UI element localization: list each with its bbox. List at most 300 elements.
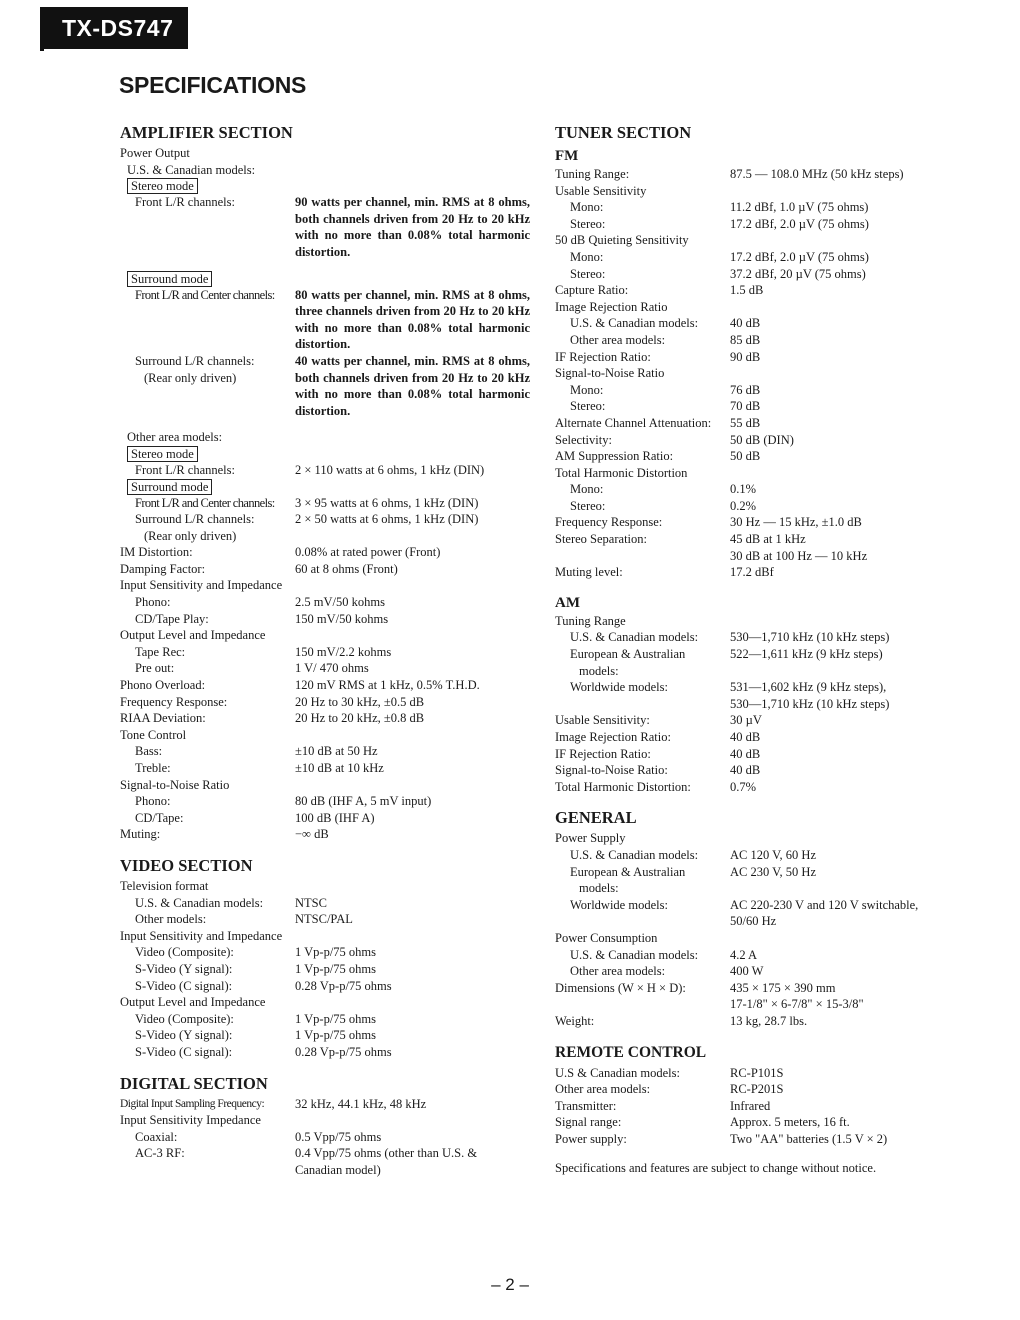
spec-label: Treble: [135,761,171,775]
spec-label: Tone Control [120,727,187,742]
spec-row [555,531,955,548]
spec-label: 50 dB Quieting Sensitivity [555,233,689,248]
spec-value: 17.2 dBf, 2.0 µV (75 ohms) [730,249,869,264]
spec-row [120,777,530,794]
spec-label: U.S. & Canadian models: [127,162,256,177]
spec-label: Signal-to-Noise Ratio [120,777,230,792]
spec-label: Phono: [135,794,171,809]
spec-value: 531—1,602 kHz (9 kHz steps), [730,680,887,695]
surround-mode-box: Surround mode [127,479,212,495]
spec-row [120,1112,530,1129]
spec-label: U.S. & Canadian models: [570,316,699,331]
spec-label: Muting: [120,827,161,842]
spec-label: Signal-to-Noise Ratio [555,366,665,381]
spec-value: 45 dB at 1 kHz [730,532,806,547]
spec-label: Other area models: [570,332,666,347]
spec-row [555,729,955,746]
spec-label: Usable Sensitivity [555,183,647,198]
spec-value: 530—1,710 kHz (10 kHz steps) [730,630,890,645]
spec-row [555,913,955,930]
spec-row [120,1044,530,1061]
spec-row [555,1114,955,1131]
spec-value: 80 watts per channel, min. RMS at 8 ohms, three channels driven from 20 Hz to 20 kHz with no more than 0.08% total harmonic distortion. [295,287,530,352]
spec-row [555,762,955,779]
general-section-title: GENERAL [555,808,637,828]
spec-label: Muting level: [555,565,623,580]
spec-row [555,349,955,366]
spec-label: Worldwide models: [570,680,668,695]
stereo-mode-box: Stereo mode [127,178,198,194]
spec-value: 30 dB at 100 Hz — 10 kHz [730,548,868,563]
spec-row [120,1011,530,1028]
spec-label: Total Harmonic Distortion [555,465,688,480]
spec-label: Output Level and Impedance [120,628,266,643]
spec-label: Stereo: [570,498,606,513]
spec-value: 17.2 dBf [730,565,774,580]
spec-row [120,594,530,611]
spec-row [555,315,955,332]
spec-label: Input Sensitivity and Impedance [120,928,283,943]
spec-row [120,1027,530,1044]
spec-row [120,694,530,711]
page-title: SPECIFICATIONS [119,72,307,98]
spec-label: Front L/R channels: [135,462,235,477]
spec-label: Image Rejection Ratio: [555,730,671,744]
spec-label: models: [579,881,619,896]
spec-value: 20 Hz to 30 kHz, ±0.5 dB [295,694,425,709]
right-column [555,116,955,1176]
spec-label: Pre out: [135,661,175,676]
spec-label: European & Australian [570,864,686,879]
spec-value: 17.2 dBf, 2.0 µV (75 ohms) [730,216,869,231]
spec-row [555,1081,955,1098]
spec-row [120,895,530,912]
spec-value: NTSC [295,895,327,910]
spec-label: Frequency Response: [555,515,663,530]
spec-label: U.S. & Canadian models: [570,630,699,645]
spacer [120,261,530,271]
surround-mode-box: Surround mode [127,271,212,287]
spec-label: (Rear only driven) [144,370,237,385]
spec-label [555,548,730,565]
spec-label [555,996,730,1013]
spec-label: Input Sensitivity Impedance [120,1113,261,1128]
spec-value [295,994,530,1011]
spec-row [555,646,955,663]
spec-row [120,287,530,353]
spec-value [295,777,530,794]
spec-value: 100 dB (IHF A) [295,810,375,825]
spec-value: 30 Hz — 15 kHz, ±1.0 dB [730,515,862,530]
spec-row [120,528,530,545]
spec-label: Front L/R and Center channels: [135,287,275,302]
model-tab-tail [40,49,44,51]
spec-row [120,446,530,462]
spec-row [555,398,955,415]
spec-label: S-Video (C signal): [135,978,233,993]
spec-value: 530—1,710 kHz (10 kHz steps) [730,696,890,711]
fm-rows [555,166,955,581]
spec-label: Surround L/R channels: [135,353,255,368]
spec-label: Power Supply [555,831,626,846]
amplifier-rows [120,544,530,843]
spec-row [555,696,955,713]
spec-value: 90 watts per channel, min. RMS at 8 ohms, both channels driven from 20 Hz to 20 kHz with no more than 0.08% total harmonic distortion. [295,195,530,259]
spec-label: CD/Tape: [135,810,184,825]
digital-section-title: DIGITAL SECTION [120,1073,268,1093]
spec-row [555,880,955,897]
spec-label: Transmitter: [555,1098,617,1113]
spec-value [730,183,955,200]
spec-label: Phono Overload: [120,678,206,693]
spec-row [555,332,955,349]
spec-value: 1.5 dB [730,283,764,298]
spec-row [120,561,530,578]
spec-row [120,760,530,777]
spec-value: 40 dB [730,316,761,331]
spec-row [120,911,530,928]
spacer [120,419,530,429]
spec-row [120,162,530,179]
spec-value: 70 dB [730,399,761,414]
spec-row [120,194,530,260]
spec-value: Approx. 5 meters, 16 ft. [730,1115,850,1130]
spec-value: 76 dB [730,382,761,397]
spec-value: 50 dB [730,449,761,464]
spec-value: 0.28 Vp-p/75 ohms [295,978,392,993]
spec-label: AM Suppression Ratio: [555,449,674,464]
spec-value: ±10 dB at 10 kHz [295,761,384,775]
spec-label [555,696,730,713]
spec-row [555,216,955,233]
spec-value: 11.2 dBf, 1.0 µV (75 ohms) [730,200,869,215]
spec-row [555,980,955,997]
spec-row [120,994,530,1011]
spec-row [555,448,955,465]
spec-value: 522—1,611 kHz (9 kHz steps) [730,647,883,662]
spec-value: 2.5 mV/50 kohms [295,595,385,610]
general-rows [555,830,955,1029]
notice-text: Specifications and features are subject to change without notice. [555,1161,877,1176]
spec-row [120,429,530,446]
spec-row [555,199,955,216]
spec-value: 55 dB [730,415,761,430]
spec-value: 87.5 — 108.0 MHz (50 kHz steps) [730,167,904,181]
spec-value: AC 120 V, 60 Hz [730,847,817,862]
spec-label-group [135,353,295,419]
spec-value: 0.5 Vpp/75 ohms [295,1129,382,1144]
spec-label: Front L/R and Center channels: [135,495,275,510]
spec-value: Two "AA" batteries (1.5 V × 2) [730,1131,888,1146]
spec-label: CD/Tape Play: [135,611,209,626]
spec-label: Usable Sensitivity: [555,713,650,728]
spec-value [295,878,530,895]
am-rows [555,613,955,796]
spec-row [120,677,530,694]
spec-value: RC-P101S [730,1065,784,1080]
spec-label: Power Consumption [555,930,658,945]
spec-row [555,365,955,382]
spec-row [555,847,955,864]
spec-value: 0.28 Vp-p/75 ohms [295,1044,392,1059]
spec-row [555,629,955,646]
spec-row [555,183,955,200]
spec-row [555,514,955,531]
spec-label: Front L/R channels: [135,195,235,210]
spec-row [555,1065,955,1082]
spec-value: 80 dB (IHF A, 5 mV input) [295,794,432,809]
spec-label: Video (Composite): [135,1011,234,1026]
spec-row [120,978,530,995]
spec-value: 1 Vp-p/75 ohms [295,945,377,960]
spec-label: Input Sensitivity and Impedance [120,578,283,593]
spec-row [555,712,955,729]
spec-label: Mono: [570,382,604,397]
spec-label: IM Distortion: [120,545,193,560]
spec-label: (Rear only driven) [144,528,237,543]
spec-row [120,810,530,827]
spec-value [730,880,955,897]
spec-row [555,1131,955,1148]
spec-label: Power Output [120,146,190,160]
spec-label: Other area models: [555,1082,651,1097]
spec-value: 120 mV RMS at 1 kHz, 0.5% T.H.D. [295,678,480,693]
spec-value: 60 at 8 ohms (Front) [295,561,398,576]
spec-value: 4.2 A [730,947,758,962]
spec-row [555,415,955,432]
spec-row [555,465,955,482]
spec-value: 150 mV/2.2 kohms [295,644,392,659]
spec-row [120,1096,530,1113]
spec-row [120,353,530,419]
spec-label: Digital Input Sampling Frequency: [120,1097,265,1110]
spec-label: Tuning Range [555,613,626,628]
spec-row [120,793,530,810]
spec-label: Stereo: [570,399,606,414]
fm-subtitle: FM [555,148,579,164]
spec-label: RIAA Deviation: [120,711,206,726]
spec-value [730,465,955,482]
spec-value [730,663,955,680]
spec-row [120,462,530,479]
model-tab: TX-DS747 [40,7,188,49]
spec-value: 1 V/ 470 ohms [295,661,369,676]
spec-row [120,577,530,594]
spec-row [555,299,955,316]
spec-row [555,481,955,498]
spec-label: Selectivity: [555,432,612,447]
spec-label: U.S & Canadian models: [555,1065,680,1080]
spec-label: Frequency Response: [120,694,228,709]
spec-value: AC 230 V, 50 Hz [730,864,817,879]
spec-row [555,1098,955,1115]
spec-value: −∞ dB [295,827,329,842]
spec-value [730,365,955,382]
spec-label: Other area models: [570,964,666,979]
spec-value: NTSC/PAL [295,912,353,927]
spec-row [555,564,955,581]
spec-value [730,232,955,249]
spec-label: models: [579,663,619,678]
spec-row [555,282,955,299]
spec-row [120,1145,530,1178]
spec-value: 40 watts per channel, min. RMS at 8 ohms, both channels driven from 20 Hz to 20 kHz with no more than 0.08% total harmonic distortion. [295,353,530,418]
spec-value [730,930,955,947]
left-column [120,116,530,1178]
spec-row [120,660,530,677]
spec-value: Infrared [730,1098,771,1113]
spec-row [555,1013,955,1030]
spec-row [120,878,530,895]
spec-label: Total Harmonic Distortion: [555,779,691,794]
spec-value [295,627,530,644]
spec-value: RC-P201S [730,1082,784,1097]
spec-label: Image Rejection Ratio [555,299,668,314]
spec-value [295,928,530,945]
spec-row [555,779,955,796]
spec-row [555,166,955,183]
spec-label: Dimensions (W × H × D): [555,980,686,995]
spec-value [730,299,955,316]
spec-row [555,746,955,763]
spec-value [295,727,530,744]
spec-row [555,266,955,283]
spec-label: IF Rejection Ratio: [555,746,651,761]
spec-value: 85 dB [730,332,761,347]
spec-row [555,963,955,980]
spec-value: 2 × 50 watts at 6 ohms, 1 kHz (DIN) [295,512,479,527]
spec-label: Phono: [135,595,171,610]
spec-row [555,996,955,1013]
video-rows [120,878,530,1061]
spec-row [555,548,955,565]
spec-row [120,826,530,843]
spec-value: 32 kHz, 44.1 kHz, 48 kHz [295,1096,427,1111]
spec-row [120,479,530,495]
spec-value: 40 dB [730,746,761,761]
spec-label: S-Video (Y signal): [135,1028,233,1043]
spec-row [120,961,530,978]
spec-row [120,710,530,727]
amplifier-section-title: AMPLIFIER SECTION [120,123,293,142]
remote-rows [555,1065,955,1148]
spec-label: Mono: [570,249,604,264]
spec-value: 0.1% [730,482,757,497]
spec-label: Coaxial: [135,1129,178,1144]
page-number: – 2 – [491,1275,529,1294]
spec-row [555,498,955,515]
spec-value: 37.2 dBf, 20 µV (75 ohms) [730,266,866,281]
spec-row [555,930,955,947]
spec-label: IF Rejection Ratio: [555,349,651,364]
spec-label: Surround L/R channels: [135,512,255,527]
spec-row [555,232,955,249]
spec-value: 0.2% [730,498,757,513]
spec-row [555,897,955,914]
spec-value: 400 W [730,964,764,979]
spec-label: S-Video (Y signal): [135,961,233,976]
spec-row [120,1129,530,1146]
spec-row [555,249,955,266]
spec-row [120,627,530,644]
spec-value: 40 dB [730,730,761,744]
spec-value: 50/60 Hz [730,914,777,929]
spec-value: 0.7% [730,779,757,794]
video-section-title: VIDEO SECTION [120,855,253,875]
spec-label: S-Video (C signal): [135,1044,233,1059]
spec-value: 90 dB [730,349,761,364]
spec-label: Alternate Channel Attenuation: [555,415,712,430]
spec-row [555,663,955,680]
spec-value: ±10 dB at 50 Hz [295,744,378,759]
spec-row [120,495,530,512]
spec-label: Video (Composite): [135,945,234,960]
spec-row [555,432,955,449]
spec-value: 2 × 110 watts at 6 ohms, 1 kHz (DIN) [295,462,485,477]
spec-row [120,928,530,945]
spec-label: European & Australian [570,647,686,662]
spec-row [120,271,530,287]
spec-row [555,613,955,630]
spec-label: Tuning Range: [555,167,630,181]
spec-value [730,830,955,847]
spec-label: Weight: [555,1013,595,1028]
spec-label: Capture Ratio: [555,283,629,298]
spec-value: 1 Vp-p/75 ohms [295,1011,377,1026]
spec-value: 40 dB [730,763,761,778]
spec-value [295,577,530,594]
spec-row [555,382,955,399]
spec-label: Other area models: [127,430,223,445]
spec-row [120,944,530,961]
spec-label: Stereo: [570,216,606,231]
spec-label: U.S. & Canadian models: [570,847,699,862]
spec-label: Bass: [135,744,163,759]
spec-row [555,947,955,964]
spec-row [120,743,530,760]
am-subtitle: AM [555,594,580,611]
spec-value: 435 × 175 × 390 mm [730,980,836,995]
tuner-section-title: TUNER SECTION [555,123,692,142]
spec-label: Stereo Separation: [555,532,647,547]
spec-label: U.S. & Canadian models: [570,947,699,962]
remote-section-title: REMOTE CONTROL [555,1043,707,1061]
spec-label: Output Level and Impedance [120,995,266,1010]
spec-label: Stereo: [570,266,606,281]
spec-row [120,544,530,561]
spec-row [120,511,530,528]
stereo-mode-box: Stereo mode [127,446,198,462]
spec-row [120,644,530,661]
spec-label: Mono: [570,482,604,497]
spec-label: U.S. & Canadian models: [135,895,264,910]
spec-label: Signal range: [555,1115,622,1130]
spec-label: AC-3 RF: [135,1146,185,1161]
spec-value: 3 × 95 watts at 6 ohms, 1 kHz (DIN) [295,495,479,510]
spec-label: Tape Rec: [135,644,186,659]
spec-value: 0.08% at rated power (Front) [295,545,441,560]
spec-label: Damping Factor: [120,561,206,576]
spec-value: 0.4 Vpp/75 ohms (other than U.S. & Canadian model) [295,1146,478,1177]
spec-label: Television format [120,878,209,893]
spec-value: 150 mV/50 kohms [295,611,389,626]
spec-value: 17-1/8" × 6-7/8" × 15-3/8" [730,997,864,1012]
spec-value: 1 Vp-p/75 ohms [295,961,377,976]
spec-row [120,178,530,194]
spec-row [555,679,955,696]
spec-row [120,145,530,162]
spec-row [120,611,530,628]
